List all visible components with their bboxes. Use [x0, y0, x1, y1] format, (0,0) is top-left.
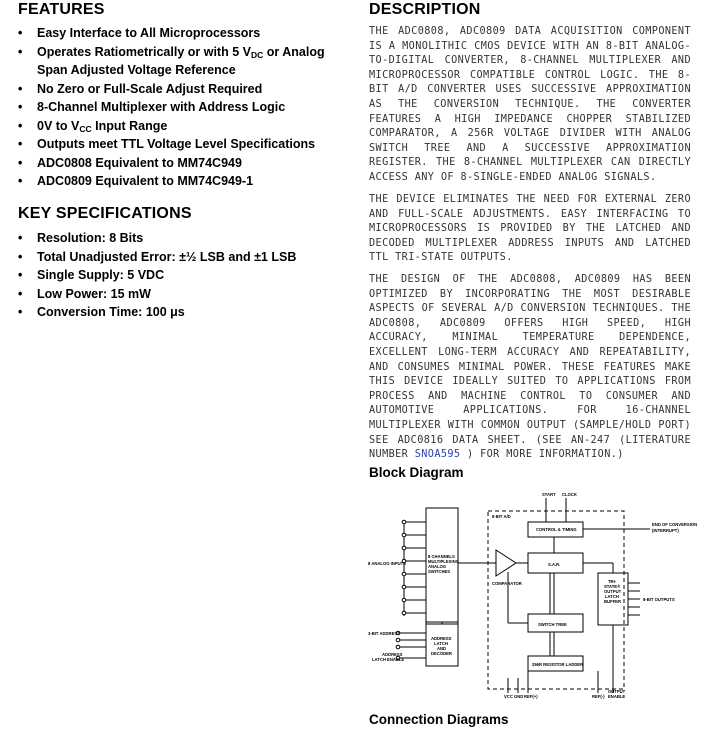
- bullet-icon: •: [18, 231, 23, 245]
- eoc-label: END OF CONVERSION: [652, 522, 698, 527]
- spec-item: [18, 285, 296, 304]
- feature-item: [18, 80, 353, 99]
- eight-bit-outputs-label: 8-BIT OUTPUTS: [643, 597, 675, 602]
- comparator-label: COMPARATOR: [492, 581, 522, 586]
- bullet-icon: •: [18, 118, 23, 133]
- description-text: THE DESIGN OF THE ADC0808, ADC0809 HAS BEEN OPTIMIZED BY INCORPORATING THE MOST DESIRABLE ASPECTS OF SEVERAL A/D CONVERSION TECHNIQUES. THE ADC0808, ADC0809 OFFERS HIGH SPEED, HIGH ACCURACY, MINIMAL TEMPERATURE DEPENDENCE, EXCELLENT LONG-TERM ACCURACY AND REPEATABILITY, AND CONSUMES MINIMAL POWER. THESE FEATURES MAKE THIS DEVICE IDEALLY SUITED TO APPLICATIONS FROM PROCESS AND MACHINE CONTROL TO CONSUMER AND AUTOMOTIVE APPLICATIONS. FOR 16-CHANNEL MULTIPLEXER WITH COMMON OUTPUT (SAMPLE/HOLD PORT) SEE ADC0816 DATA SHEET. (SEE AN-247 (LITERATURE NUMBER: [369, 274, 691, 461]
- three-bit-address-label: 3-BIT ADDRESS: [368, 631, 400, 636]
- literature-link[interactable]: SNOA595: [414, 449, 461, 461]
- spec-item: [18, 266, 296, 285]
- spec-text: Total Unadjusted Error: ±½ LSB and ±1 LSB: [37, 249, 297, 264]
- key-specifications-list: [18, 229, 296, 322]
- feature-text: 8-Channel Multiplexer with Address Logic: [37, 100, 286, 114]
- switch-tree-label: SWITCH TREE: [538, 622, 567, 627]
- mux-label-3: ANALOG: [428, 564, 447, 569]
- tri-label-3: OUTPUT: [604, 589, 622, 594]
- bullet-icon: •: [18, 137, 23, 151]
- feature-text: No Zero or Full-Scale Adjust Required: [37, 81, 263, 96]
- block-diagram: [368, 488, 698, 700]
- feature-item: [18, 117, 353, 136]
- control-timing-label: CONTROL & TIMING: [536, 527, 577, 532]
- start-label: START: [542, 492, 556, 497]
- address-enable-label-2: LATCH ENABLE: [372, 657, 405, 662]
- output-enable-label-2: ENABLE: [608, 694, 626, 699]
- vcc-label: VCC: [504, 694, 513, 699]
- feature-subscript: CC: [79, 123, 92, 134]
- feature-text: Outputs meet TTL Voltage Level Specifications: [37, 137, 316, 151]
- bullet-icon: •: [18, 155, 23, 170]
- bullet-icon: •: [18, 305, 23, 319]
- feature-text: 0V to V: [37, 118, 80, 133]
- description-heading: DESCRIPTION: [369, 1, 481, 18]
- feature-item: [18, 98, 353, 117]
- feature-item: [18, 43, 353, 80]
- bullet-icon: •: [18, 268, 23, 282]
- feature-text: ADC0809 Equivalent to MM74C949-1: [37, 174, 254, 188]
- mux-label-1: 8 CHANNELS: [428, 554, 455, 559]
- connection-diagrams-heading: Connection Diagrams: [369, 712, 509, 727]
- feature-item: [18, 135, 353, 154]
- feature-text-post: or Analog Span Adjusted Voltage Reference: [37, 44, 325, 77]
- spec-text: Low Power: 15 mW: [37, 286, 151, 301]
- bullet-icon: •: [18, 100, 23, 114]
- features-list: [18, 24, 353, 191]
- bullet-icon: •: [18, 286, 23, 301]
- spec-item: [18, 303, 296, 322]
- analog-input-pins: [402, 520, 426, 616]
- mux-label-4: SWITCHES: [428, 569, 451, 574]
- eight-bit-ad-label: 8-BIT A/D: [492, 514, 511, 519]
- resistor-ladder-label: 256R RESISTOR LADDER: [532, 662, 584, 667]
- description-paragraph-1: THE ADC0808, ADC0809 DATA ACQUISITION COMPONENT IS A MONOLITHIC CMOS DEVICE WITH AN 8-BIT ANALOG-TO-DIGITAL CONVERTER, 8-CHANNEL MULTIPLEXER AND MICROPROCESSOR COMPATIBLE CONTROL LOGIC. THE 8-BIT A/D CONVERTER USES SUCCESSIVE APPROXIMATION AS THE CONVERSION TECHNIQUE. THE CONVERTER FEATURES A HIGH IMPEDANCE CHOPPER STABILIZED COMPARATOR, A 256R VOLTAGE DIVIDER WITH ANALOG SWITCH TREE AND A SUCCESSIVE APPROXIMATION REGISTER. THE 8-CHANNEL MULTIPLEXER CAN DIRECTLY ACCESS ANY OF 8-SINGLE-ENDED ANALOG SIGNALS.: [369, 26, 691, 183]
- block-diagram-heading: Block Diagram: [369, 465, 464, 480]
- bullet-icon: •: [18, 249, 23, 264]
- feature-text: Operates Ratiometrically or with 5 V: [37, 44, 251, 59]
- spec-text: Conversion Time: 100 μs: [37, 305, 185, 319]
- tri-label-1: TRI-: [608, 579, 617, 584]
- spec-item: [18, 248, 296, 267]
- output-enable-label-1: OUTPUT: [608, 689, 626, 694]
- latch-label-4: DECODER: [431, 651, 452, 656]
- spec-text: Single Supply: 5 VDC: [37, 268, 165, 282]
- spec-text: Resolution: 8 Bits: [37, 231, 144, 245]
- feature-item: [18, 172, 353, 191]
- feature-text: ADC0808 Equivalent to MM74C949: [37, 155, 242, 170]
- latch-label-3: AND: [437, 646, 447, 651]
- analog-inputs-label: 8 ANALOG INPUTS: [368, 561, 407, 566]
- tri-label-5: BUFFER: [604, 599, 621, 604]
- ref-minus-label: REF(-): [592, 694, 605, 699]
- feature-item: [18, 154, 353, 173]
- description-paragraph-3: [369, 273, 691, 463]
- key-specifications-heading: KEY SPECIFICATIONS: [18, 205, 192, 222]
- spec-item: [18, 229, 296, 248]
- tri-label-4: LATCH: [605, 594, 619, 599]
- ref-plus-label: REF(+): [524, 694, 538, 699]
- address-enable-label-1: ADDRESS: [382, 652, 403, 657]
- feature-text: Easy Interface to All Microprocessors: [37, 26, 261, 40]
- description-paragraph-2: THE DEVICE ELIMINATES THE NEED FOR EXTERNAL ZERO AND FULL-SCALE ADJUSTMENTS. EASY INTERFACING TO MICROPROCESSORS IS PROVIDED BY THE LATCHED AND DECODED MULTIPLEXER ADDRESS INPUTS AND LATCHED TTL TRI-STATE OUTPUTS.: [369, 194, 691, 264]
- latch-label-2: LATCH: [434, 641, 448, 646]
- latch-label-1: ADDRESS: [431, 636, 452, 641]
- interrupt-label: (INTERRUPT): [652, 528, 679, 533]
- sar-label: S.A.R.: [548, 562, 561, 567]
- bullet-icon: •: [18, 26, 23, 40]
- features-heading: FEATURES: [18, 1, 105, 18]
- feature-text-post: Input Range: [91, 118, 168, 133]
- tri-label-2: STATE®: [604, 584, 621, 589]
- clock-label: CLOCK: [562, 492, 577, 497]
- mux-label-2: MULTIPLEXING: [428, 559, 459, 564]
- feature-subscript: DC: [250, 49, 264, 60]
- bullet-icon: •: [18, 44, 23, 59]
- bullet-icon: •: [18, 81, 23, 96]
- comparator-symbol: [496, 550, 516, 576]
- gnd-label: GND: [514, 694, 524, 699]
- feature-item: [18, 24, 353, 43]
- description-text-end: ) FOR MORE INFORMATION.): [467, 449, 624, 461]
- bullet-icon: •: [18, 174, 23, 188]
